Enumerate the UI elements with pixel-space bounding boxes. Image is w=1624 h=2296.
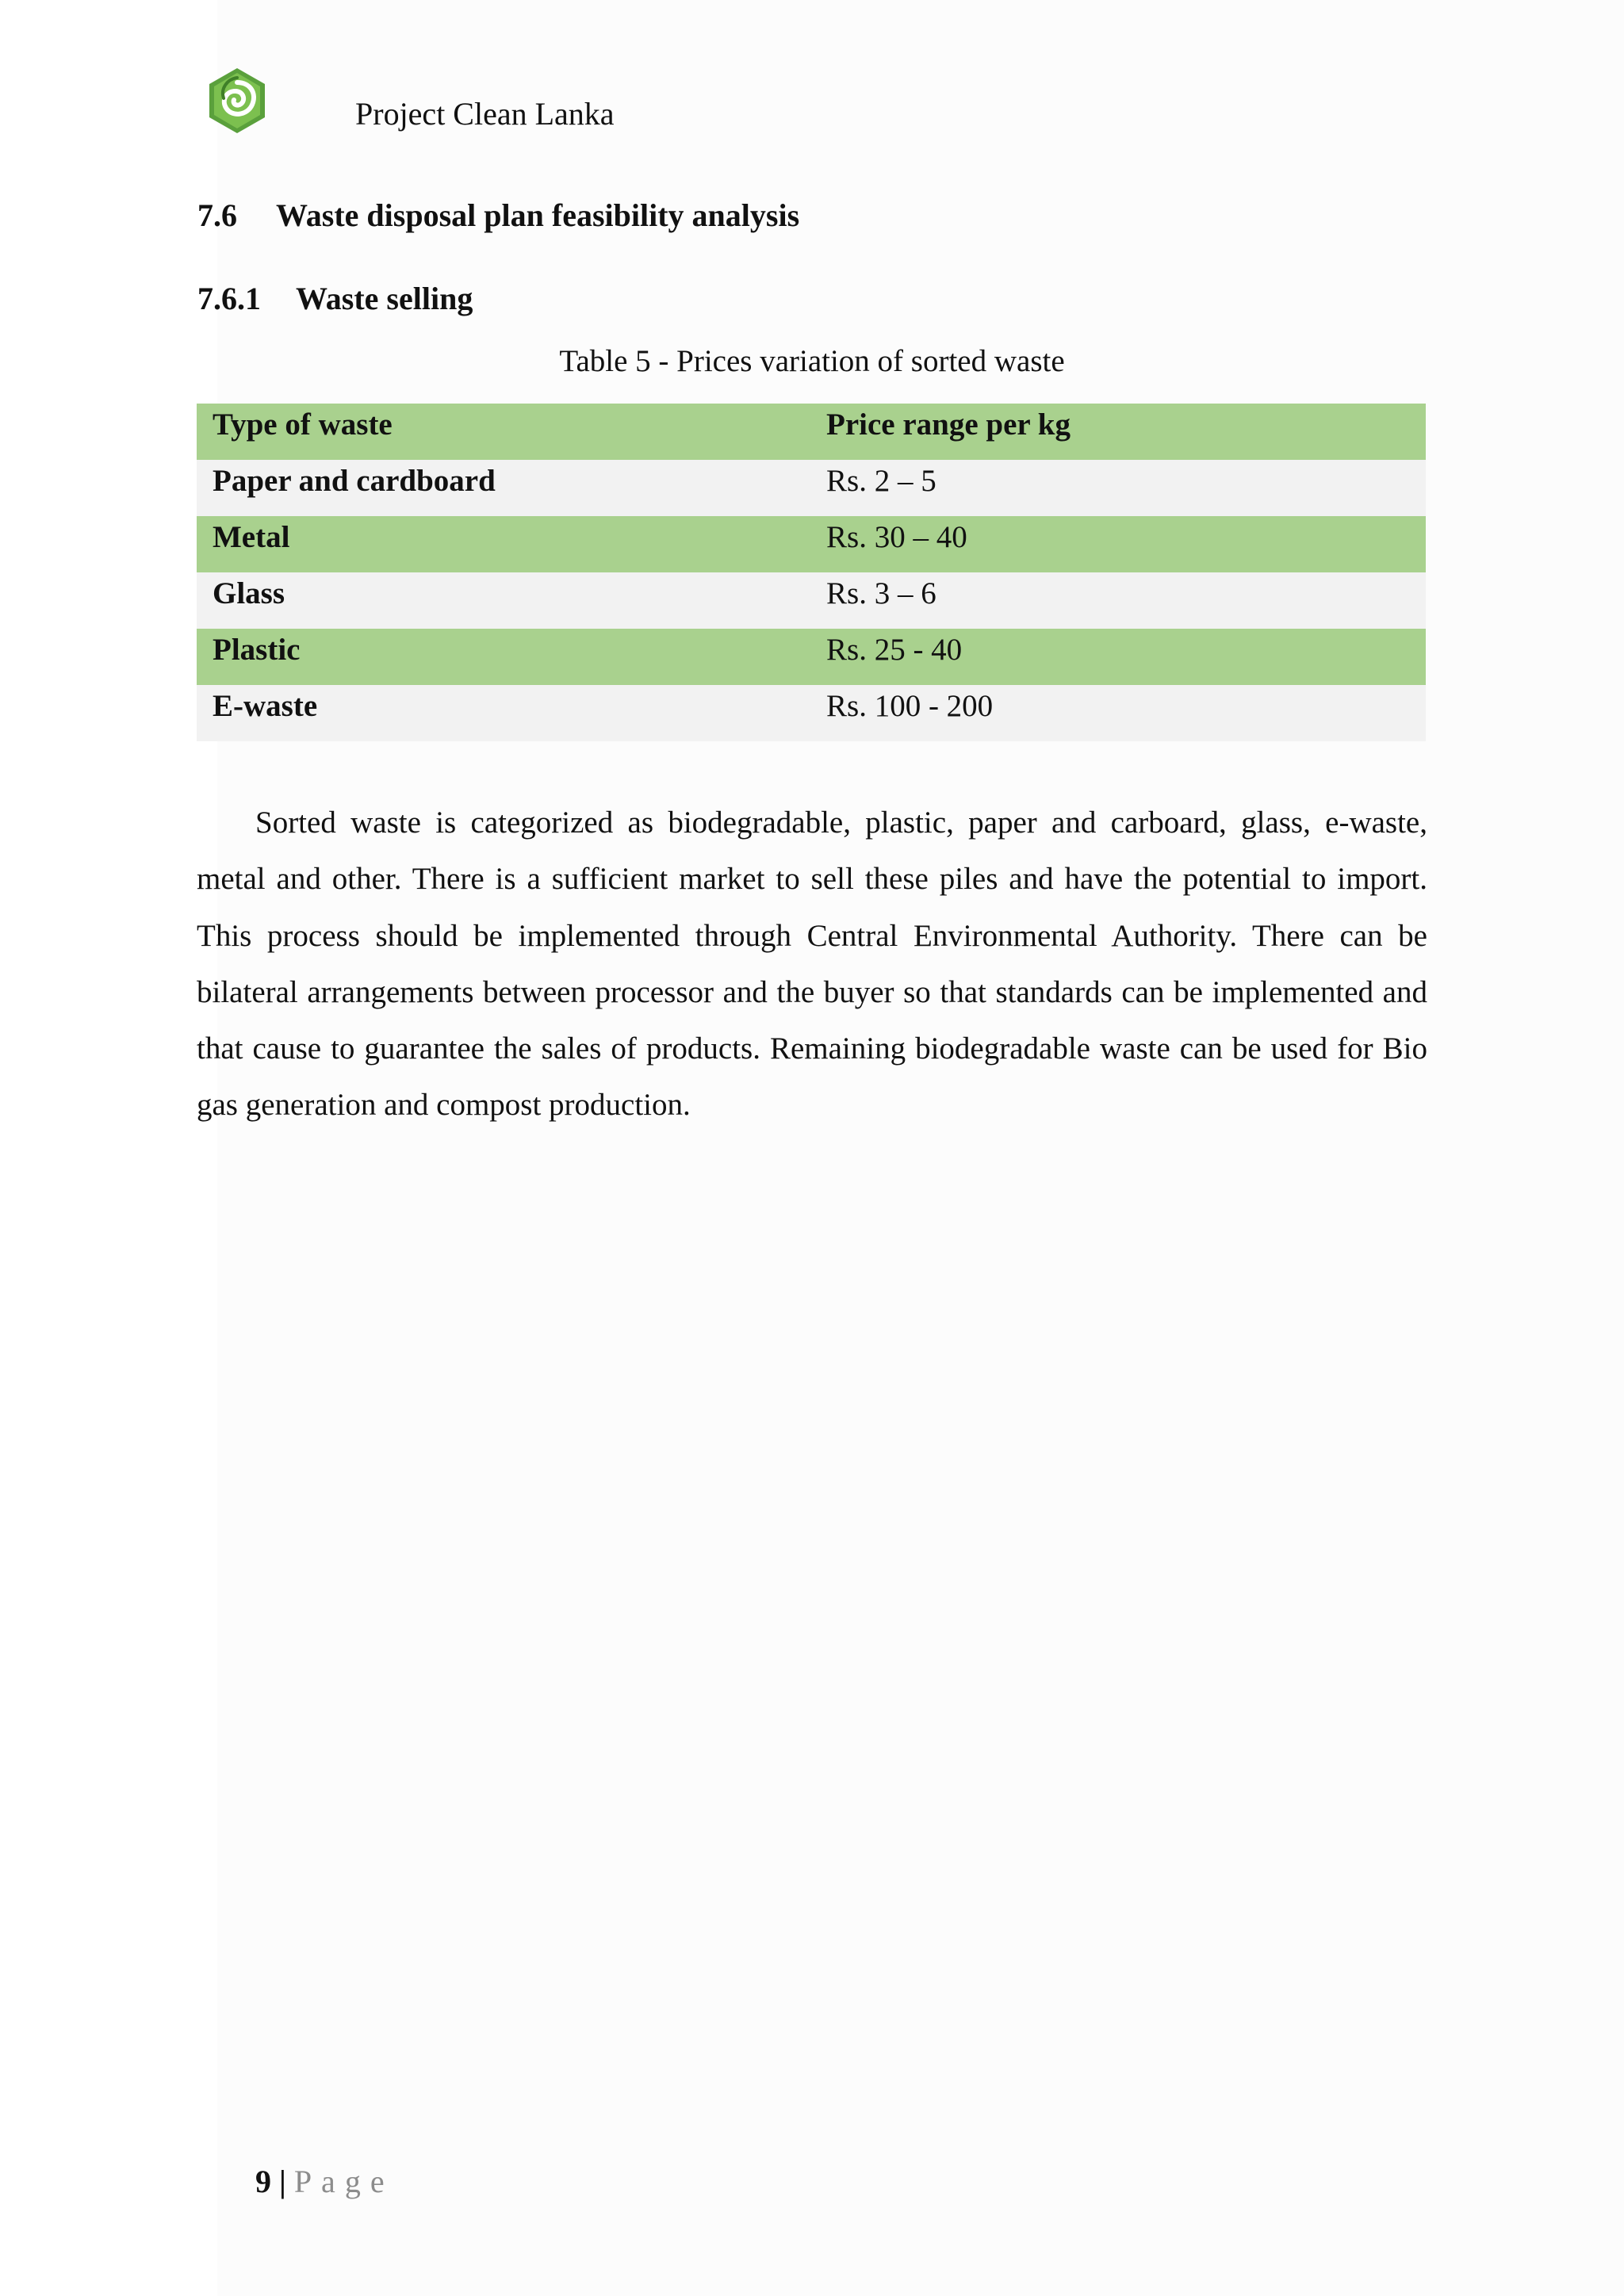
waste-type-cell: Paper and cardboard: [197, 460, 810, 516]
column-header-type: Type of waste: [197, 404, 810, 460]
price-range-cell: Rs. 30 – 40: [810, 516, 1426, 572]
subsection-title: Waste selling: [296, 281, 473, 316]
waste-type-cell: Metal: [197, 516, 810, 572]
section-title: Waste disposal plan feasibility analysis: [276, 197, 800, 233]
page-footer: [255, 2163, 394, 2201]
page-number: 9: [255, 2164, 271, 2199]
table-caption: Table 5 - Prices variation of sorted waste: [559, 344, 1065, 378]
table-row: [197, 685, 1426, 741]
table-row: [197, 516, 1426, 572]
waste-type-cell: Plastic: [197, 629, 810, 685]
table-row: [197, 460, 1426, 516]
table-row: [197, 629, 1426, 685]
waste-type-cell: Glass: [197, 572, 810, 629]
table-row: [197, 572, 1426, 629]
green-swirl-logo-icon: [206, 67, 268, 135]
body-paragraph: Sorted waste is categorized as biodegradable, plastic, paper and carboard, glass, e-waste, metal and other. There is a sufficient market to sell these piles and have the potential to import. This process should be implemented through Central Environmental Authority. There can be bilateral arrangements between processor and the buyer so that standards can be implemented and that cause to guarantee the sales of products. Remaining biodegradable waste can be used for Bio gas generation and compost production.: [197, 806, 1427, 1123]
price-range-cell: Rs. 100 - 200: [810, 685, 1426, 741]
price-range-cell: Rs. 25 - 40: [810, 629, 1426, 685]
price-range-cell: Rs. 3 – 6: [810, 572, 1426, 629]
column-header-price: Price range per kg: [810, 404, 1426, 460]
page-label: Page: [293, 2164, 394, 2199]
subsection-number: 7.6.1: [197, 281, 261, 316]
table-header-row: [197, 404, 1426, 460]
price-table: [197, 404, 1426, 741]
waste-type-cell: E-waste: [197, 685, 810, 741]
price-range-cell: Rs. 2 – 5: [810, 460, 1426, 516]
section-number: 7.6: [197, 197, 237, 233]
document-header-title: Project Clean Lanka: [355, 96, 615, 132]
page-separator: |: [279, 2164, 286, 2199]
